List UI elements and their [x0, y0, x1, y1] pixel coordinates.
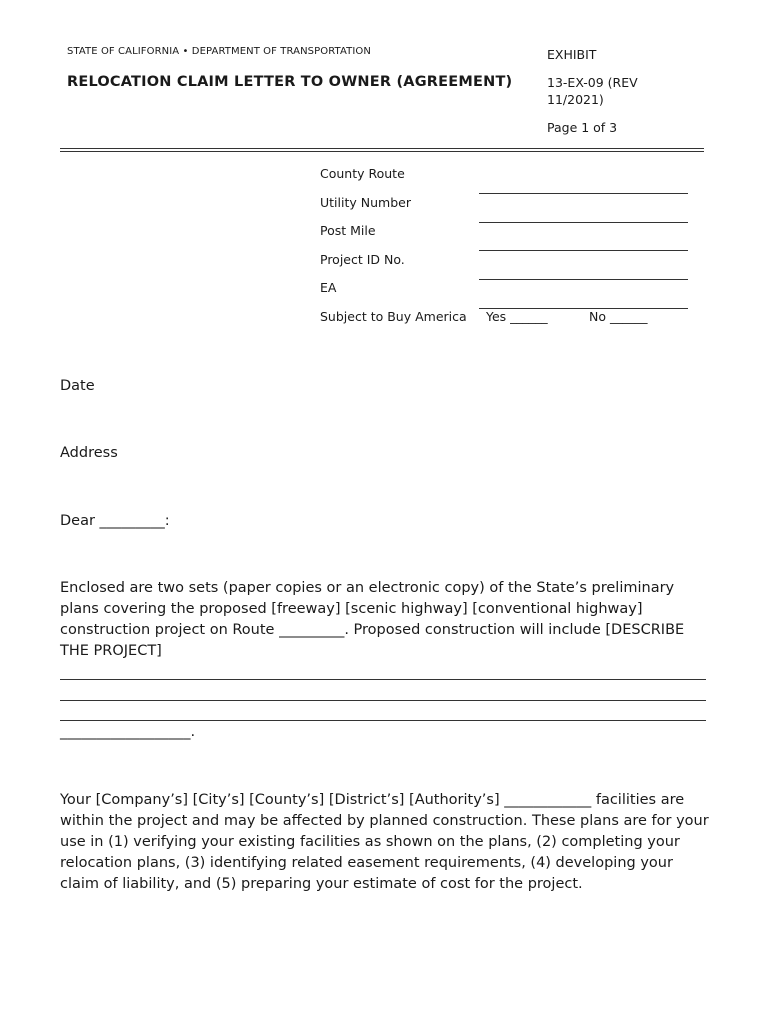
document-title: RELOCATION CLAIM LETTER TO OWNER (AGREEMENT) — [67, 74, 513, 90]
project-id-field[interactable] — [479, 279, 688, 280]
project-description-line[interactable] — [60, 679, 706, 680]
post-mile-field[interactable] — [479, 250, 688, 251]
utility-number-label: Utility Number — [320, 195, 411, 210]
project-description-end: __________________. — [60, 724, 196, 740]
utility-number-field[interactable] — [479, 222, 688, 223]
project-id-label: Project ID No. — [320, 252, 405, 267]
ea-label: EA — [320, 280, 337, 295]
project-description-line[interactable] — [60, 720, 706, 721]
buy-america-label: Subject to Buy America — [320, 309, 467, 324]
header-divider-top — [60, 148, 704, 149]
address-line: Address — [60, 445, 118, 461]
paragraph-facilities: Your [Company’s] [City’s] [County’s] [District’s] [Authority’s] ____________ facilities are within the project and may be affected by planned construction. These plans are for your use in (1) verifying your existing facilities as shown on the plans, (2) completing your relocation plans, (3) identifying related easement requirements, (4) developing your claim of liability, and (5) preparing your estimate of cost for the project. — [60, 792, 709, 892]
county-route-field[interactable] — [479, 193, 688, 194]
post-mile-label: Post Mile — [320, 223, 376, 238]
header-divider-bottom — [60, 151, 704, 152]
agency-name: STATE OF CALIFORNIA • DEPARTMENT OF TRANSPORTATION — [67, 46, 371, 57]
county-route-label: County Route — [320, 166, 405, 181]
exhibit-number: 13-EX-09 (REV 11/2021) — [547, 75, 638, 107]
salutation: Dear _________: — [60, 513, 170, 529]
buy-america-yes[interactable]: Yes ______ — [486, 309, 548, 324]
paragraph-enclosed-plans: Enclosed are two sets (paper copies or an electronic copy) of the State’s preliminary plans covering the proposed [freeway] [scenic highway] [conventional highway] construction project on Route _________. Proposed construction will include [DESCRIBE THE PROJECT] — [60, 580, 685, 659]
page-number: Page 1 of 3 — [547, 120, 618, 135]
exhibit-label: EXHIBIT — [547, 47, 597, 62]
date-line: Date — [60, 378, 95, 394]
project-description-line[interactable] — [60, 700, 706, 701]
buy-america-no[interactable]: No ______ — [589, 309, 648, 324]
